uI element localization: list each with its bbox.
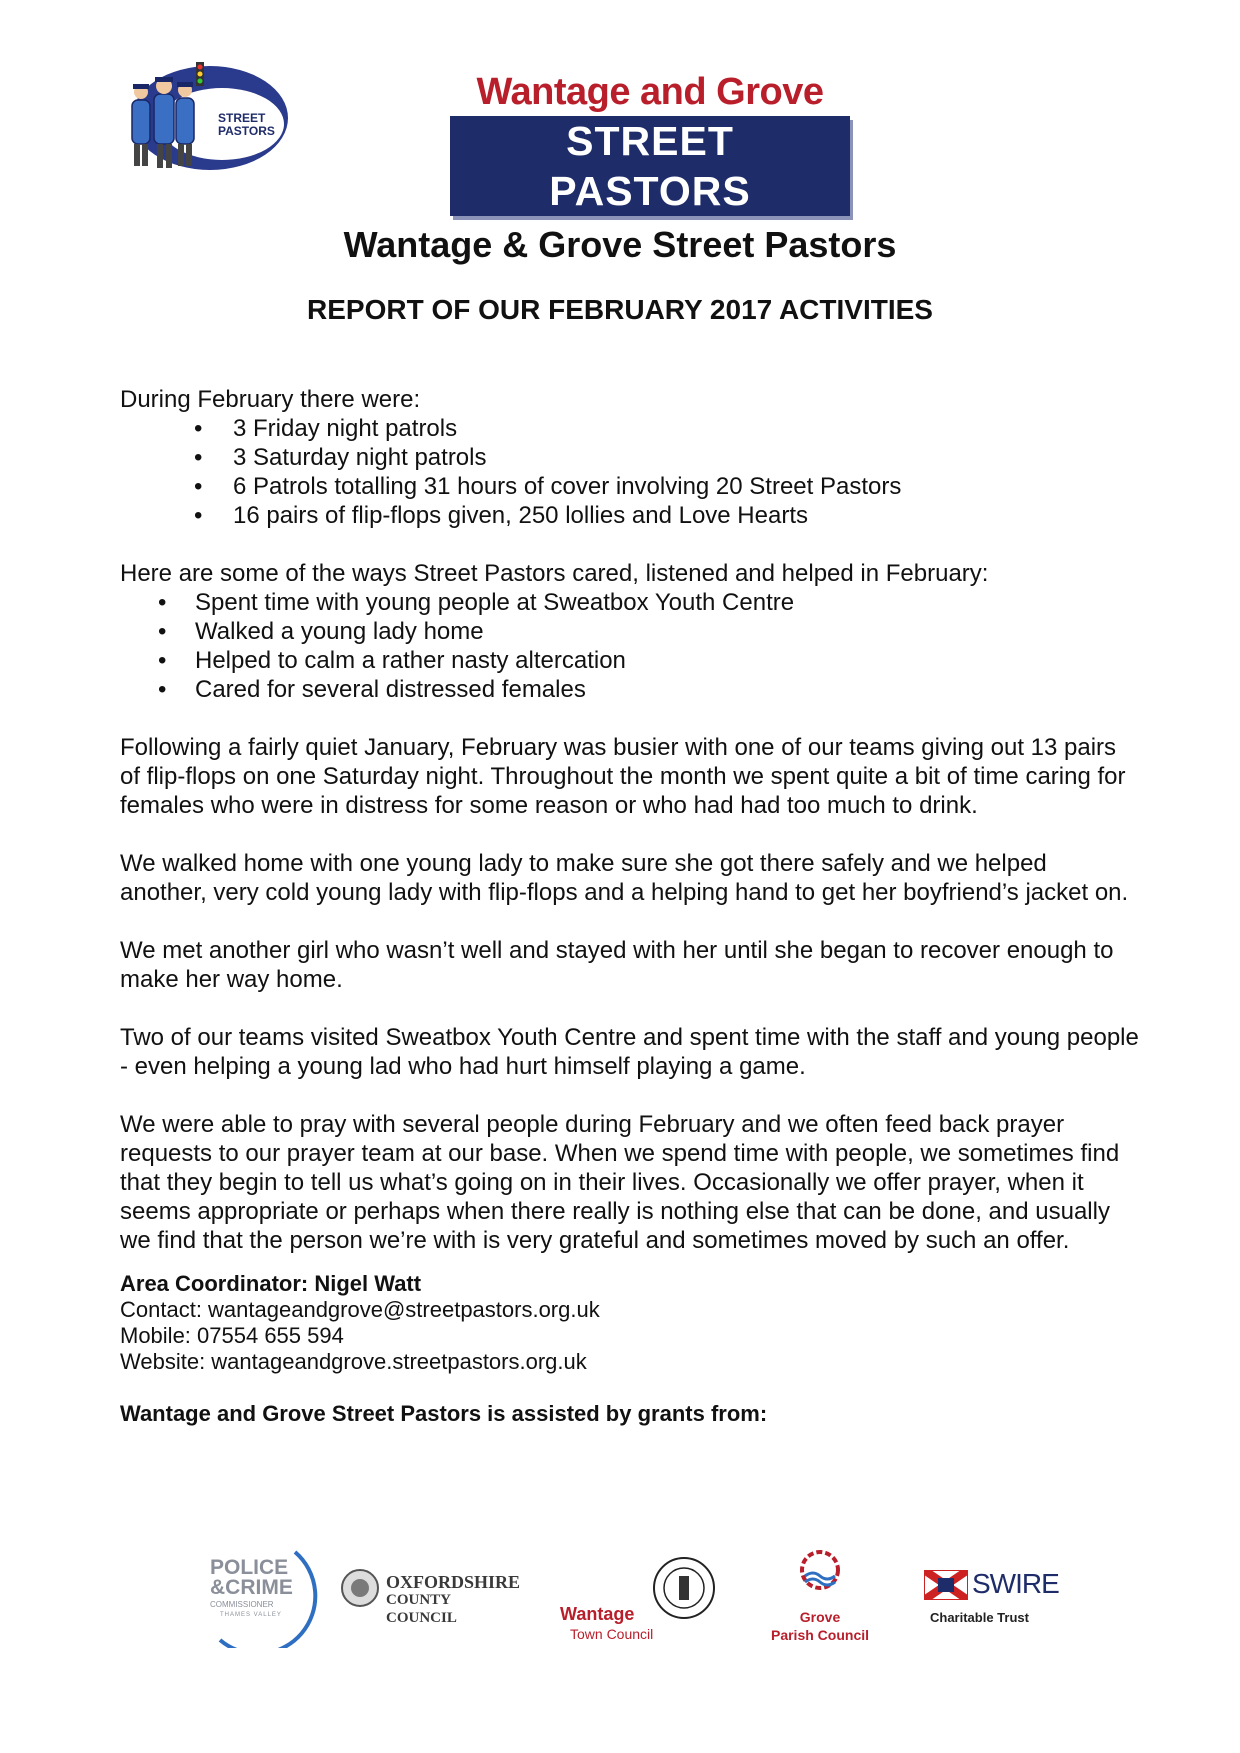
- paragraph: Two of our teams visited Sweatbox Youth Centre and spent time with the staff and young people - even helping a young lad who had hurt himself playing a game.: [120, 1024, 1139, 1080]
- contact-block: [120, 1271, 1140, 1375]
- stats-list: [120, 414, 1140, 530]
- contact-mobile: Mobile: 07554 655 594: [120, 1323, 344, 1348]
- stats-intro: During February there were:: [120, 386, 421, 413]
- contact-website[interactable]: Website: wantageandgrove.streetpastors.org.uk: [120, 1349, 587, 1374]
- sponsor-logos: [190, 1548, 1090, 1668]
- pcc-line3: COMMISSIONER: [210, 1600, 274, 1609]
- report-body: [120, 385, 1140, 1428]
- gpc-crest-icon: [795, 1548, 845, 1606]
- list-item: • 3 Friday night patrols: [120, 414, 1140, 443]
- list-item: • Helped to calm a rather nasty altercation: [120, 646, 1140, 675]
- paragraph: We met another girl who wasn’t well and stayed with her until she began to recover enough to make her way home.: [120, 937, 1114, 993]
- pcc-line2: &CRIME: [210, 1576, 293, 1599]
- paragraph: We were able to pray with several people during February and we often feed back prayer requests to our prayer team at our base. When we spend time with people, we sometimes find that they begin to tell us what’s going on in their lives. Occasionally we offer prayer, when it seems appropriate or perhaps when there really is nothing else that can be done, and usually we find that the person we’re with is very grateful and sometimes moved by such an offer.: [120, 1111, 1120, 1254]
- wtc-line1: Wantage: [560, 1604, 635, 1624]
- gpc-line1: Grove: [799, 1609, 841, 1625]
- brand-logo: [450, 72, 850, 216]
- list-item: • Cared for several distressed females: [120, 675, 1140, 704]
- list-item: • Walked a young lady home: [120, 617, 1140, 646]
- swire-line2: Charitable Trust: [930, 1610, 1029, 1625]
- paragraph: We walked home with one young lady to make sure she got there safely and we helped another, very cold young lady with flip-flops and a helping hand to get her boyfriend’s jacket on.: [120, 850, 1129, 906]
- ways-list: [120, 588, 1140, 704]
- pcc-line4: THAMES VALLEY: [220, 1612, 282, 1618]
- swire-flag-icon: [924, 1570, 968, 1600]
- gpc-line2: Parish Council: [770, 1627, 870, 1643]
- brand-bottom-text: STREET PASTORS: [450, 116, 850, 216]
- list-item: • 16 pairs of flip-flops given, 250 lollies and Love Hearts: [120, 501, 1140, 530]
- wtc-seal-icon: [652, 1548, 716, 1628]
- page-title: Wantage & Grove Street Pastors: [343, 224, 897, 265]
- occ-line1: OXFORDSHIRE: [386, 1572, 521, 1592]
- grove-parish-council-logo: [760, 1548, 880, 1658]
- occ-crest-icon: [340, 1568, 380, 1608]
- list-item: • Spent time with young people at Sweatbox Youth Centre: [120, 588, 1140, 617]
- pcc-line1: POLICE: [210, 1556, 289, 1579]
- pcc-logo: [200, 1548, 320, 1648]
- report-subtitle: REPORT OF OUR FEBRUARY 2017 ACTIVITIES: [307, 294, 933, 325]
- list-item: • 3 Saturday night patrols: [120, 443, 1140, 472]
- swire-logo: [920, 1566, 1060, 1636]
- swire-line1: SWIRE: [972, 1568, 1059, 1599]
- paragraph: Following a fairly quiet January, February was busier with one of our teams giving out 13 pairs of flip-flops on one Saturday night. Throughout the month we spent quite a bit of time caring for females who were in distress for some reason or who had had too much to drink.: [120, 734, 1126, 819]
- contact-email[interactable]: Contact: wantageandgrove@streetpastors.org.uk: [120, 1297, 600, 1322]
- ways-intro: Here are some of the ways Street Pastors cared, listened and helped in February:: [120, 560, 989, 587]
- logo-left-text: STREET PASTORS: [218, 111, 275, 138]
- occ-logo: [340, 1568, 520, 1628]
- grants-heading: Wantage and Grove Street Pastors is assisted by grants from:: [120, 1401, 768, 1426]
- occ-line2: COUNTY COUNCIL: [386, 1592, 457, 1626]
- wantage-town-council-logo: [560, 1548, 720, 1648]
- wtc-line2: Town Council: [570, 1626, 654, 1642]
- list-item: • 6 Patrols totalling 31 hours of cover involving 20 Street Pastors: [120, 472, 1140, 501]
- coordinator-name: Area Coordinator: Nigel Watt: [120, 1271, 422, 1296]
- brand-top-text: Wantage and Grove: [476, 71, 824, 113]
